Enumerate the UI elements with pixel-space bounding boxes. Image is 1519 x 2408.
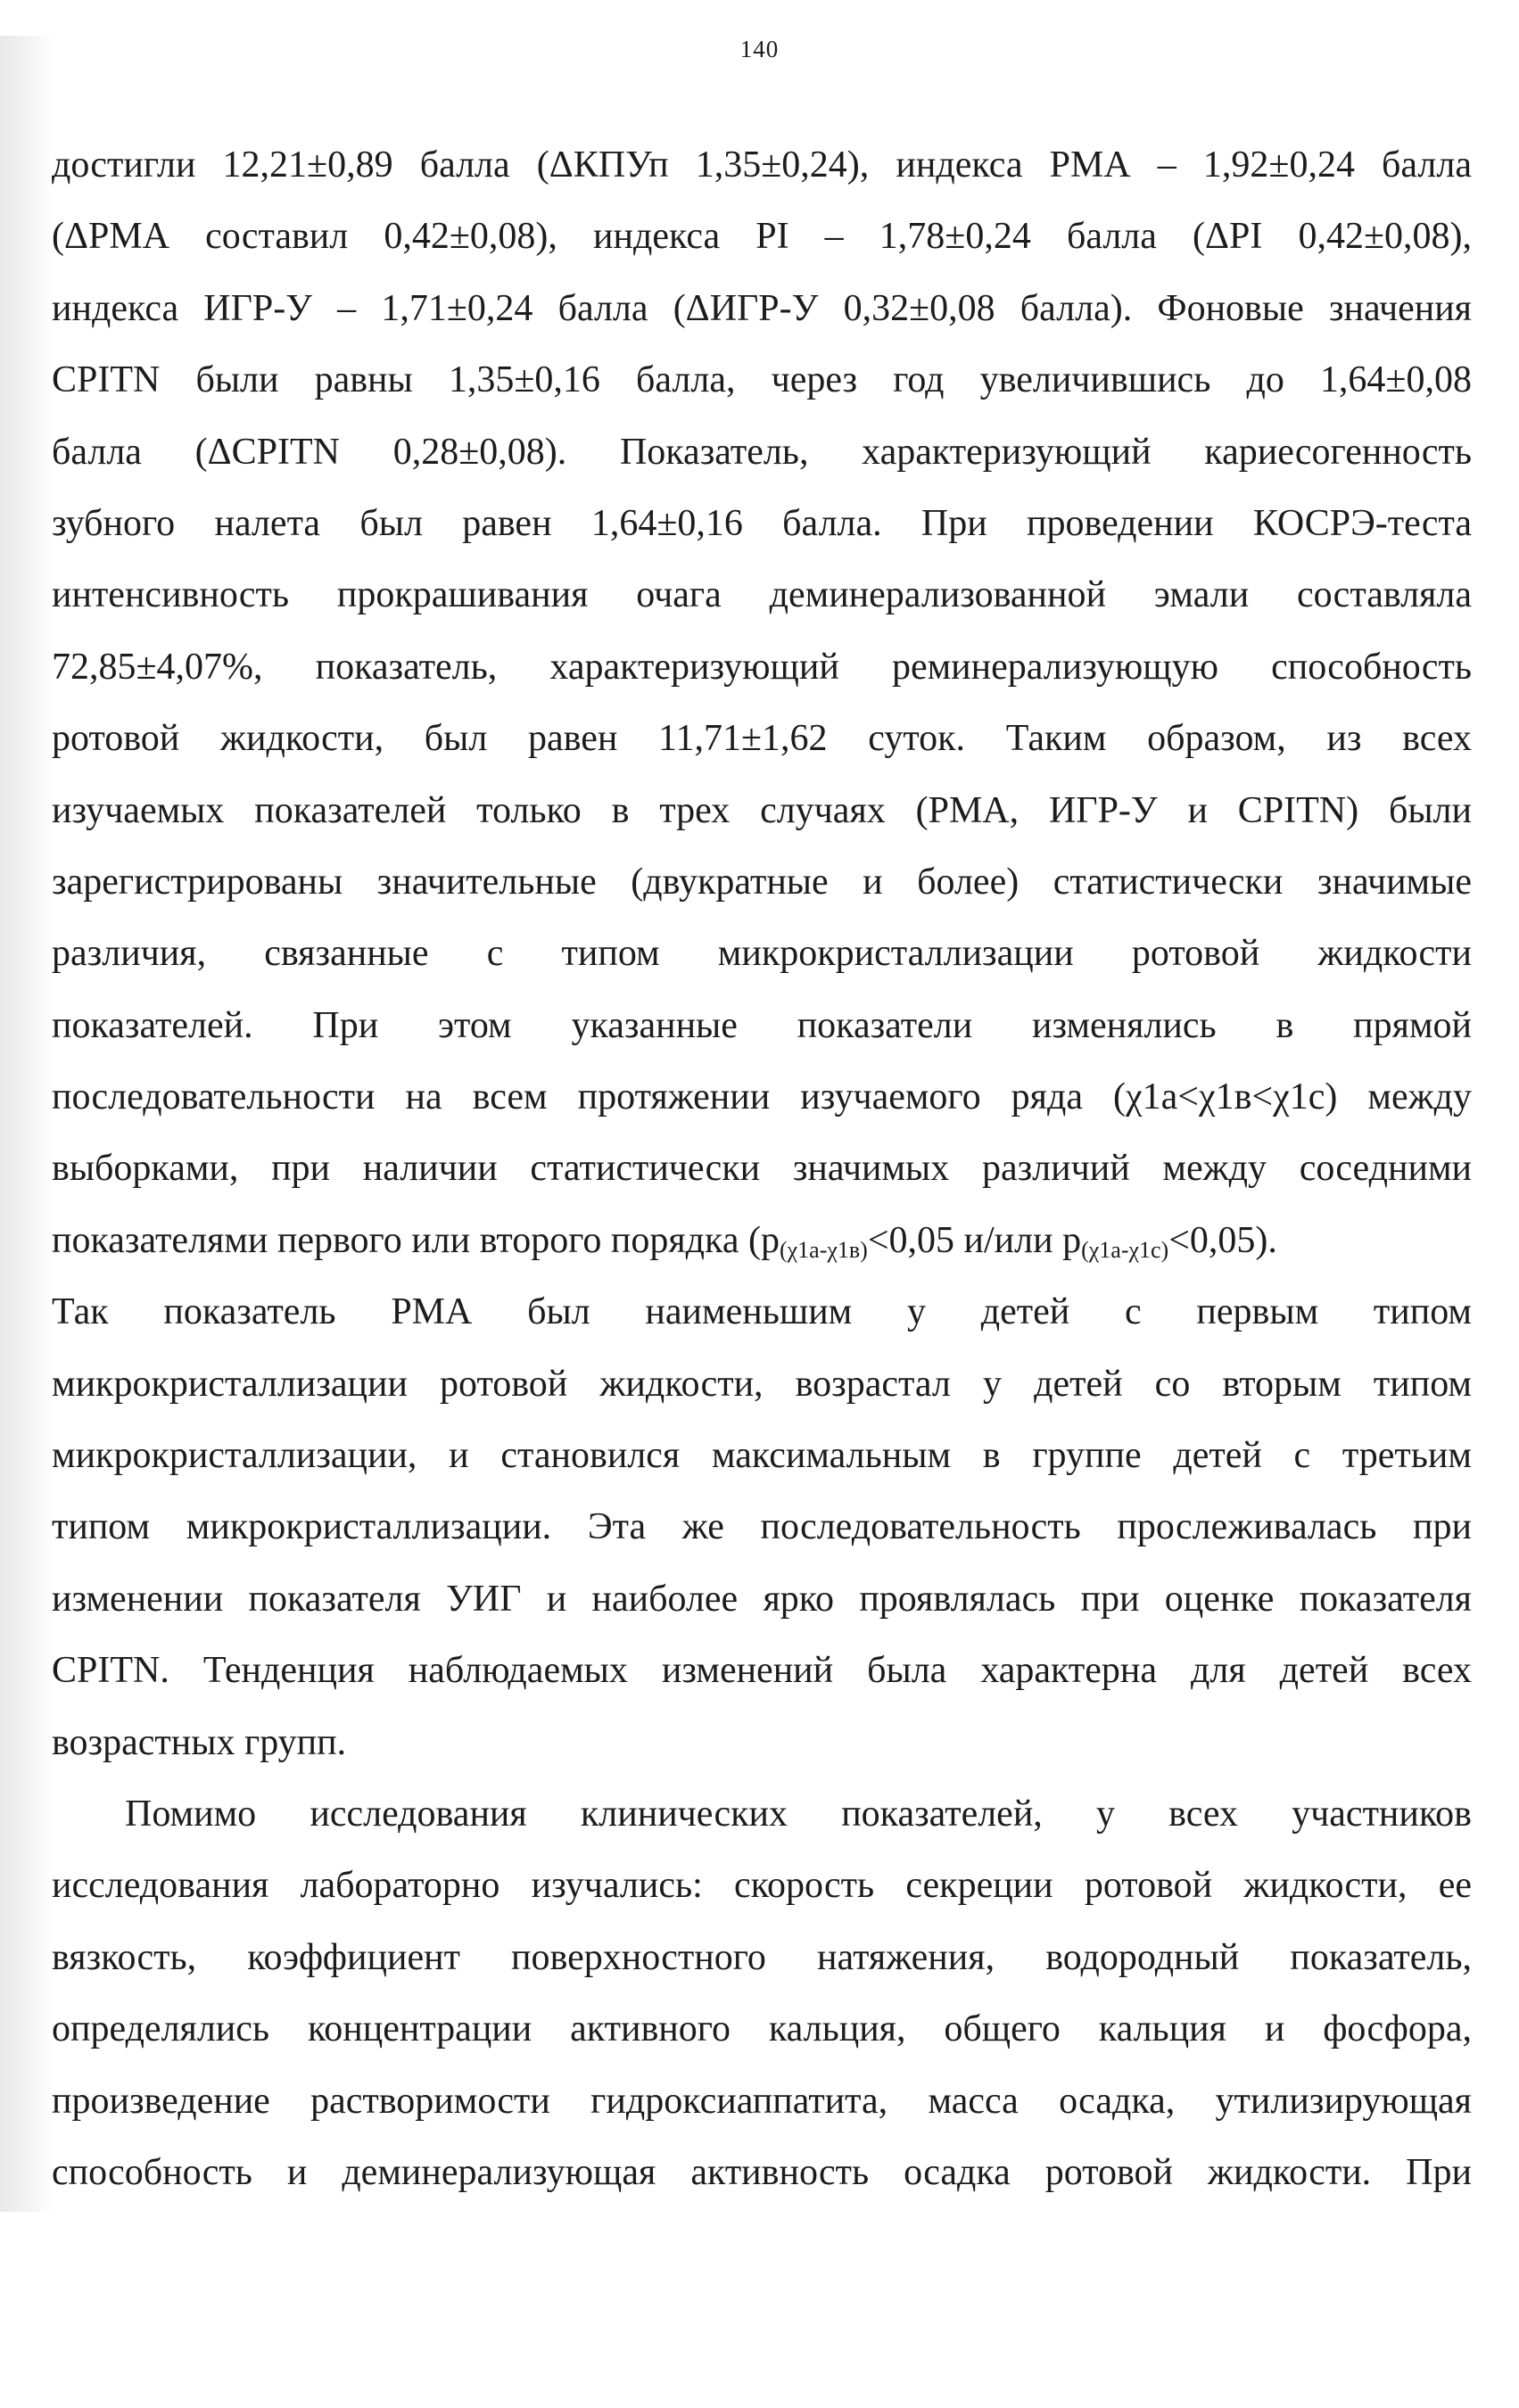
- text-line: способность и деминерализующая активность осадка ротовой жидкости. При: [52, 2151, 1472, 2193]
- text-line: различия, связанные с типом микрокристаллизации ротовой жидкости: [52, 933, 1472, 975]
- text-line: Так показатель РМА был наименьшим у детей с первым типом: [52, 1291, 1472, 1333]
- text-line: (ΔРМА составил 0,42±0,08), индекса PI – 1,78±0,24 балла (ΔPI 0,42±0,08),: [52, 216, 1472, 258]
- text-line: исследования лабораторно изучались: скорость секреции ротовой жидкости, ее: [52, 1865, 1472, 1907]
- text-line: микрокристаллизации, и становился максимальным в группе детей с третьим: [52, 1435, 1472, 1477]
- text-line: 72,85±4,07%, показатель, характеризующий реминерализующую способность: [52, 646, 1472, 688]
- text-line: микрокристаллизации ротовой жидкости, возрастал у детей со вторым типом: [52, 1363, 1472, 1405]
- text-line: вязкость, коэффициент поверхностного натяжения, водородный показатель,: [52, 1936, 1472, 1978]
- text-line: выборками, при наличии статистически значимых различий между соседними: [52, 1148, 1472, 1190]
- formula-subscript: (χ1а-χ1в): [779, 1236, 868, 1263]
- text-line: типом микрокристаллизации. Эта же последовательность прослеживалась при: [52, 1506, 1472, 1548]
- paragraph-first-line: Помимо исследования клинических показателей, у всех участников: [125, 1793, 1472, 1835]
- page-number: 140: [739, 36, 780, 62]
- text-line: возрастных групп.: [52, 1721, 347, 1763]
- text-line: зарегистрированы значительные (двукратные и более) статистически значимые: [52, 861, 1472, 903]
- scan-edge-shadow: [0, 36, 54, 2212]
- formula-subscript: (χ1а-χ1с): [1081, 1236, 1169, 1263]
- text-line: ротовой жидкости, был равен 11,71±1,62 суток. Таким образом, из всех: [52, 718, 1472, 760]
- text-line: зубного налета был равен 1,64±0,16 балла. При проведении КОСРЭ-теста: [52, 502, 1472, 544]
- text-line: балла (ΔCPITN 0,28±0,08). Показатель, характеризующий кариесогенность: [52, 431, 1472, 473]
- text-line: показателей. При этом указанные показатели изменялись в прямой: [52, 1004, 1472, 1046]
- text-line: индекса ИГР-У – 1,71±0,24 балла (ΔИГР-У 0,32±0,08 балла). Фоновые значения: [52, 287, 1472, 329]
- text-line: CPITN. Тенденция наблюдаемых изменений была характерна для детей всех: [52, 1650, 1472, 1692]
- formula-text: <0,05 и/или p: [867, 1219, 1082, 1261]
- text-line: определялись концентрации активного кальция, общего кальция и фосфора,: [52, 2008, 1472, 2050]
- body-text: [52, 129, 1472, 2208]
- text-line: интенсивность прокрашивания очага деминерализованной эмали составляла: [52, 574, 1472, 616]
- text-line: последовательности на всем протяжении изучаемого ряда (χ1а<χ1в<χ1с) между: [52, 1076, 1472, 1118]
- text-line: изучаемых показателей только в трех случаях (РМА, ИГР-У и CPITN) были: [52, 789, 1472, 831]
- text-line: CPITN были равны 1,35±0,16 балла, через год увеличившись до 1,64±0,08: [52, 359, 1472, 401]
- text-line: достигли 12,21±0,89 балла (ΔКПУп 1,35±0,24), индекса РМА – 1,92±0,24 балла: [52, 144, 1472, 186]
- formula-text: показателями первого или второго порядка (p: [52, 1219, 780, 1261]
- text-line: изменении показателя УИГ и наиболее ярко проявлялась при оценке показателя: [52, 1578, 1472, 1620]
- formula-text: <0,05).: [1168, 1219, 1277, 1261]
- text-line: произведение растворимости гидроксиаппатита, масса осадка, утилизирующая: [52, 2080, 1472, 2122]
- formula-line: [52, 1205, 1472, 1276]
